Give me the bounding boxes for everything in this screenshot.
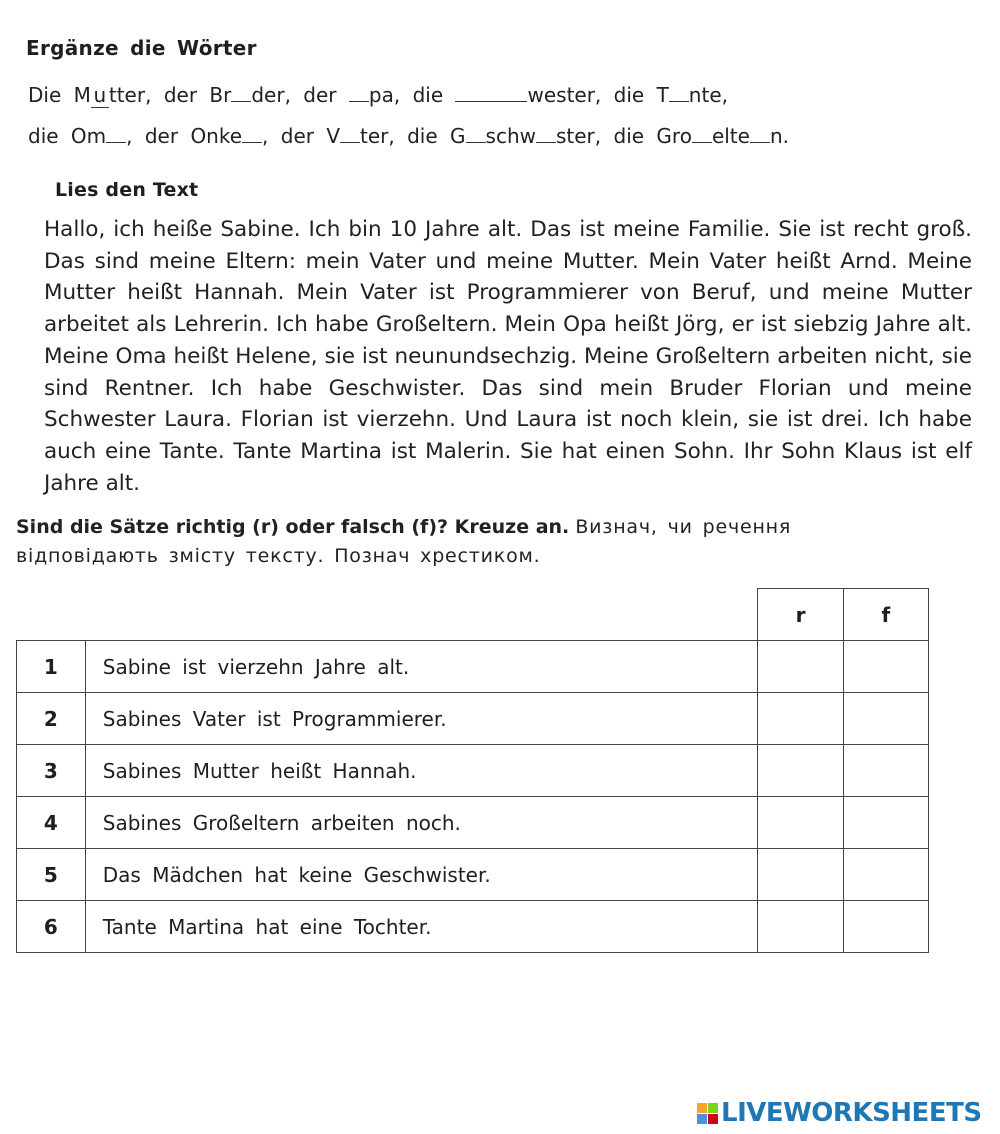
table-header-row xyxy=(17,589,929,641)
row-number: 6 xyxy=(17,901,86,953)
word-text: tter, xyxy=(108,83,152,107)
table-row xyxy=(17,745,929,797)
word-text: nte, xyxy=(688,83,728,107)
word-text: die G xyxy=(407,124,466,148)
blank-input[interactable] xyxy=(349,85,369,102)
instruction-german: Sind die Sätze richtig (r) oder falsch (f)? Kreuze an. xyxy=(16,516,570,538)
word-text: die Om xyxy=(28,124,107,148)
checkbox-f[interactable] xyxy=(843,849,928,901)
word-text: die Gro xyxy=(613,124,692,148)
blank-input[interactable] xyxy=(750,126,770,143)
word-text: die T xyxy=(613,83,669,107)
word-text: Die M xyxy=(28,83,91,107)
checkbox-f[interactable] xyxy=(843,901,928,953)
statement-text: Sabines Mutter heißt Hannah. xyxy=(85,745,758,797)
checkbox-r[interactable] xyxy=(758,849,843,901)
checkbox-r[interactable] xyxy=(758,797,843,849)
blank-input[interactable] xyxy=(692,126,712,143)
checkbox-r[interactable] xyxy=(758,745,843,797)
statement-text: Das Mädchen hat keine Geschwister. xyxy=(85,849,758,901)
word-text: der V xyxy=(280,124,341,148)
word-text: ster, xyxy=(555,124,602,148)
row-number: 2 xyxy=(17,693,86,745)
exercise3-instruction xyxy=(16,513,936,571)
fill-line-2 xyxy=(28,124,789,148)
blank-input[interactable] xyxy=(669,85,689,102)
word-text: die xyxy=(412,83,444,107)
blank-input[interactable] xyxy=(466,126,486,143)
blank-input[interactable] xyxy=(242,126,262,143)
word-text: der Br xyxy=(163,83,232,107)
row-number: 1 xyxy=(17,641,86,693)
word-text: der xyxy=(303,83,337,107)
table-row xyxy=(17,849,929,901)
checkbox-f[interactable] xyxy=(843,797,928,849)
true-false-table xyxy=(16,588,929,953)
word-text: der Onke xyxy=(144,124,243,148)
instruction-ukrainian: Визнач, чи речення відповідають змісту тексту. Познач хрестиком. xyxy=(16,516,792,567)
exercise1-title: Ergänze die Wörter xyxy=(26,36,257,60)
checkbox-r[interactable] xyxy=(758,641,843,693)
blank-input[interactable] xyxy=(340,126,360,143)
liveworksheets-logo xyxy=(697,1098,982,1128)
word-text: wester, xyxy=(527,83,602,107)
statement-text: Sabine ist vierzehn Jahre alt. xyxy=(85,641,758,693)
checkbox-f[interactable] xyxy=(843,745,928,797)
table-row xyxy=(17,797,929,849)
blank-input[interactable] xyxy=(536,126,556,143)
row-number: 3 xyxy=(17,745,86,797)
checkbox-r[interactable] xyxy=(758,693,843,745)
logo-blocks-icon xyxy=(697,1103,718,1124)
word-text: ter, xyxy=(360,124,395,148)
fill-line-1 xyxy=(28,83,728,108)
statement-text: Tante Martina hat eine Tochter. xyxy=(85,901,758,953)
word-text: n. xyxy=(769,124,789,148)
exercise2-title: Lies den Text xyxy=(55,179,199,201)
header-empty-cell xyxy=(17,589,758,641)
checkbox-r[interactable] xyxy=(758,901,843,953)
statement-text: Sabines Vater ist Programmierer. xyxy=(85,693,758,745)
table-row xyxy=(17,693,929,745)
word-text: schw xyxy=(485,124,536,148)
filled-blank[interactable]: u xyxy=(91,83,109,108)
blank-input[interactable] xyxy=(106,126,126,143)
blank-input[interactable] xyxy=(455,85,527,102)
logo-text: LIVEWORKSHEETS xyxy=(721,1098,982,1128)
column-header-r: r xyxy=(758,589,843,641)
table-row xyxy=(17,641,929,693)
checkbox-f[interactable] xyxy=(843,641,928,693)
word-text: pa, xyxy=(368,83,401,107)
word-text: der, xyxy=(251,83,291,107)
column-header-f: f xyxy=(843,589,928,641)
word-text: elte xyxy=(711,124,750,148)
blank-input[interactable] xyxy=(231,85,251,102)
word-text: , xyxy=(126,124,133,148)
reading-text: Hallo, ich heiße Sabine. Ich bin 10 Jahre alt. Das ist meine Familie. Sie ist recht groß. Das sind meine Eltern: mein Vater und meine Mutter. Mein Vater heißt Arnd. Meine Mutter heißt Hannah. Mein Vater ist Programmierer von Beruf, und meine Mutter arbeitet als Lehrerin. Ich habe Großeltern. Mein Opa heißt Jörg, er ist siebzig Jahre alt. Meine Oma heißt Helene, sie ist neunundsechzig. Meine Großeltern arbeiten nicht, sie sind Rentner. Ich habe Geschwister. Das sind mein Bruder Florian und meine Schwester Laura. Florian ist vierzehn. Und Laura ist noch klein, sie ist drei. Ich habe auch eine Tante. Tante Martina ist Malerin. Sie hat einen Sohn. Ihr Sohn Klaus ist elf Jahre alt. xyxy=(44,217,972,496)
row-number: 4 xyxy=(17,797,86,849)
row-number: 5 xyxy=(17,849,86,901)
word-text: , xyxy=(262,124,269,148)
checkbox-f[interactable] xyxy=(843,693,928,745)
statement-text: Sabines Großeltern arbeiten noch. xyxy=(85,797,758,849)
table-row xyxy=(17,901,929,953)
